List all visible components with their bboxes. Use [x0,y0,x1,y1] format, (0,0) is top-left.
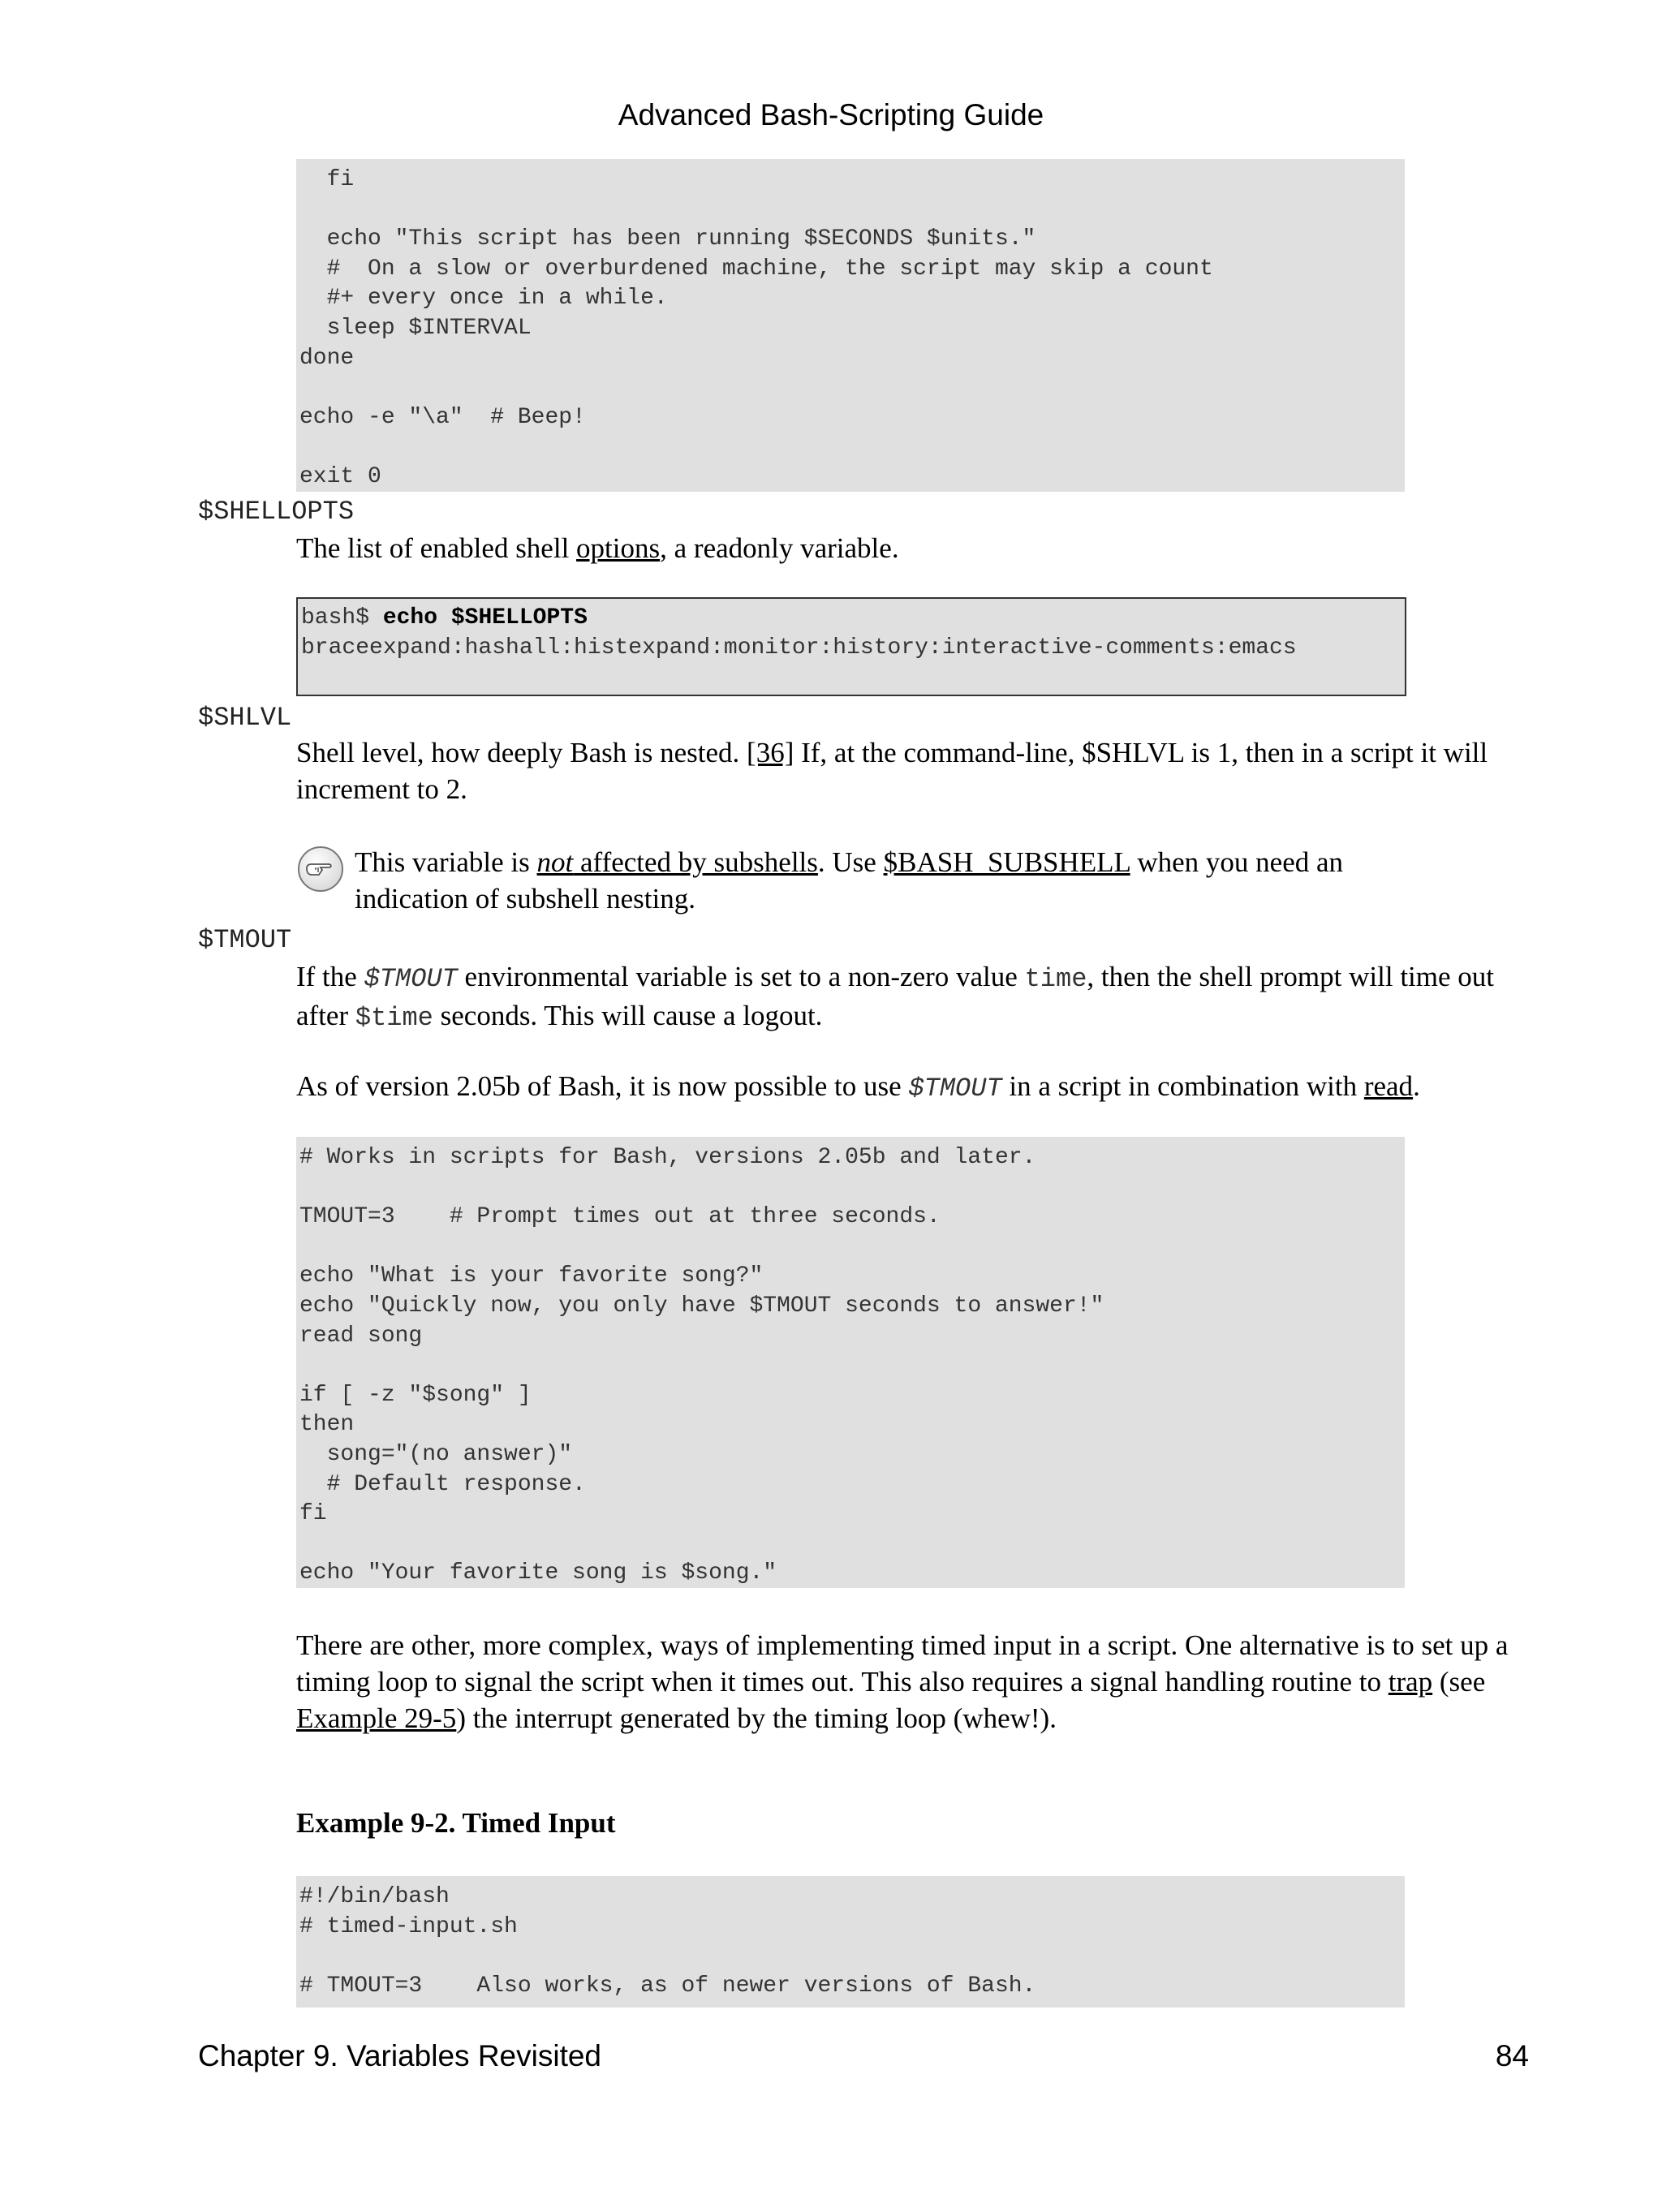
time-literal: time [1024,964,1087,994]
term-tmout: $TMOUT [198,925,292,955]
shlvl-desc-text: Shell level, how deeply Bash is nested. [296,737,747,768]
code-2-line: fi [299,1501,327,1527]
timed-input-paragraph [296,1627,1530,1736]
note-link-italic: not [536,846,574,878]
code-block-timed-input [296,1876,1405,2008]
code-1-line: done [299,345,355,371]
shell-output: braceexpand:hashall:histexpand:monitor:history:interactive-comments:emacs [301,635,1297,661]
tmout-p2-a: As of version 2.05b of Bash, it is now possible to use [296,1070,909,1102]
footer-page-number: 84 [1495,2039,1529,2072]
shellopts-desc-text: The list of enabled shell [296,532,577,564]
code-1-line: echo "This script has been running $SECONDS $units." [326,226,1036,252]
tmout-version-paragraph [296,1068,1530,1107]
shlvl-note [355,844,1426,917]
tmout-var-2: $TMOUT [908,1074,1002,1104]
code-1-line: # On a slow or overburdened machine, the script may skip a count [326,256,1213,282]
example-29-5-link[interactable]: Example 29-5 [296,1702,457,1734]
code-1-line: sleep $INTERVAL [326,315,532,341]
code-1-line: exit 0 [299,463,381,489]
code-2-line: if [ -z "$song" ] [299,1382,532,1408]
tmout-var: $TMOUT [364,964,458,994]
tmout-description [296,958,1530,1036]
code-block-tmout-example [296,1137,1405,1588]
code-1-line: #+ every once in a while. [326,286,668,312]
read-link[interactable]: read [1363,1070,1414,1102]
tmout-p2-b: in a script in combination with [1001,1070,1364,1102]
timed-para-c: ) the interrupt generated by the timing loop (whew!). [456,1702,1057,1734]
code-3-line: #!/bin/bash [299,1884,450,1909]
time-var-literal: $time [355,1003,433,1033]
shellopts-description [296,530,1530,566]
options-link[interactable]: options [576,532,661,564]
not-affected-by-subshells-link[interactable] [537,846,818,878]
page-header-title: Advanced Bash-Scripting Guide [618,98,1044,131]
example-title: Example 9-2. Timed Input [296,1807,616,1839]
timed-para-a: There are other, more complex, ways of implementing timed input in a script. One alternative is to set up a timing loop to signal the script when it times out. This also requires a signal handling routine to [296,1629,1509,1698]
tmout-p1-c: , then the shell prompt will time out after [296,961,1494,1031]
code-2-line: # Default response. [326,1471,586,1497]
tmout-p1-a: If the [296,961,364,992]
bash-subshell-link[interactable]: $BASH_SUBSHELL [883,846,1130,878]
trap-link[interactable]: trap [1388,1666,1433,1698]
code-2-line: then [299,1412,355,1438]
code-2-line: echo "Your favorite song is $song." [299,1560,777,1586]
shell-prompt: bash$ [301,605,383,630]
term-shlvl: $SHLVL [198,703,292,733]
code-2-line: # Works in scripts for Bash, versions 2.05b and later. [299,1145,1036,1170]
shlvl-desc-tail: If, at the command-line, $SHLVL is 1, then in a script it will increment to 2. [296,737,1488,805]
term-shellopts: $SHELLOPTS [198,497,355,527]
note-link-rest: affected by subshells [573,846,818,878]
code-block-loop-tail [296,159,1405,492]
note-text-mid: . Use [817,846,884,878]
shlvl-description [296,734,1530,807]
code-2-line: echo "Quickly now, you only have $TMOUT seconds to answer!" [299,1293,1104,1319]
code-1-line: fi [326,167,355,192]
code-3-line: # TMOUT=3 Also works, as of newer versions of Bash. [299,1973,1036,1999]
pointing-hand-icon [304,857,337,881]
code-2-line: echo "What is your favorite song?" [299,1263,764,1289]
code-2-line: read song [299,1323,423,1349]
footer-chapter: Chapter 9. Variables Revisited [198,2039,602,2072]
code-1-line: echo -e "\a" # Beep! [299,404,586,430]
note-hand-icon [298,846,343,892]
code-3-line: # timed-input.sh [299,1913,518,1939]
shell-command: echo $SHELLOPTS [382,605,588,630]
shellopts-desc-tail: , a readonly variable. [660,532,899,564]
code-2-line: song="(no answer)" [326,1441,573,1467]
tmout-p2-c: . [1413,1070,1420,1102]
note-text-end: when you need an indication of subshell nesting. [355,846,1344,914]
timed-para-b: (see [1432,1666,1486,1698]
note-text-start: This variable is [355,846,537,878]
tmout-p1-d: seconds. This will cause a logout. [433,1000,823,1031]
footnote-36-link[interactable]: [36] [747,737,794,768]
tmout-p1-b: environmental variable is set to a non-zero value [457,961,1025,992]
code-2-line: TMOUT=3 # Prompt times out at three seconds. [299,1204,941,1230]
shellopts-screen-block [296,597,1406,696]
